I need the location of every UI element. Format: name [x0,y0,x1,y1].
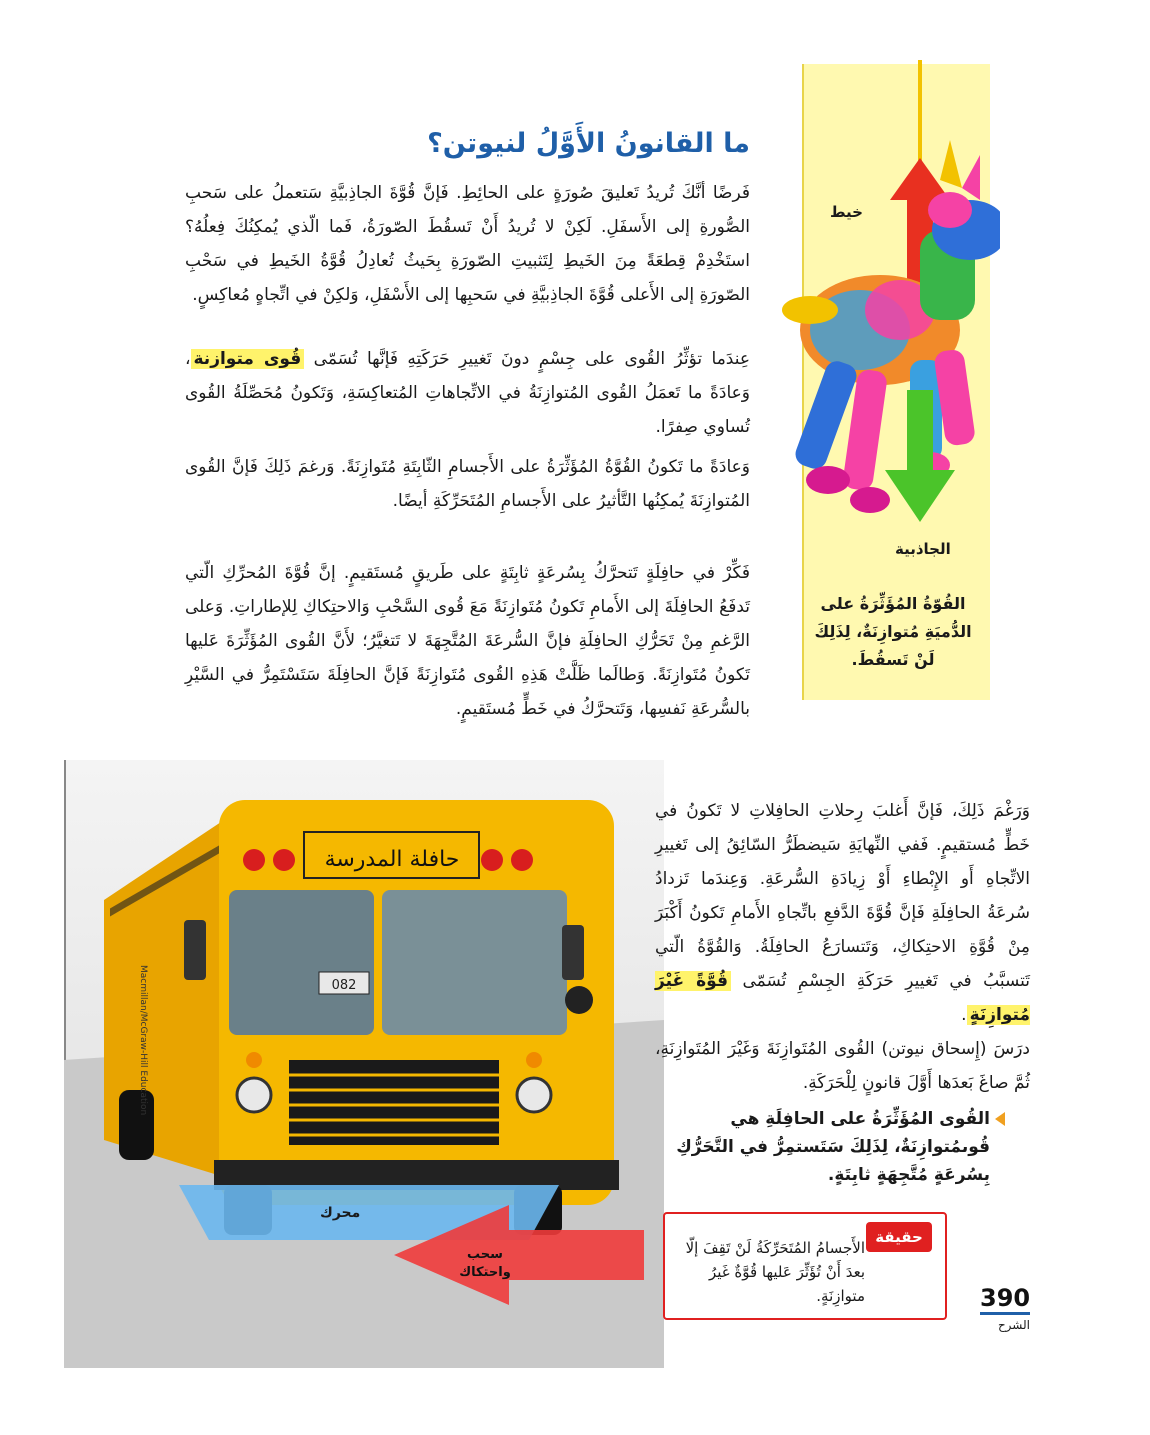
vocab-term-unbalanced-force: قُوَّةً غَيْرَ مُتوازِنَةٍ [655,971,1030,1025]
headlight-icon [517,1078,551,1112]
windshield-left [229,890,374,1035]
paragraph-newton: درَسَ (إِسحاق نيوتن) القُوى المُتَوازِنَةَ وَغَيْرَ المُتَوازِنَةِ، ثُمَّ صاغَ بَعدَها أَوَّلَ قانونٍ لِلْحَرَكَةِ. [655,1039,1030,1093]
section-title: ما القانونُ الأَوَّلُ لنيوتن؟ [427,128,750,159]
pinata-illustration [770,60,1000,530]
fact-text: الأَجسامُ المُتَحَرِّكَةُ لَنْ تَقِفَ إلّا بعدَ أَنْ تُؤَثِّرَ عَليها قُوَّةٌ غَيرُ متوازِنَةٍ. [685,1239,865,1305]
paragraph-text: ، وَعادَةً ما تَعمَلُ القُوى المُتوازِنَةُ في الاتِّجاهاتِ المُتعاكِسَةِ، وَتَكونُ مُحَصِّلَةُ القُوى تُساوي صِفرًا. [185,349,750,437]
school-bus-illustration [64,760,664,1368]
paragraph-text: . [961,1005,967,1025]
label-gravity: الجاذبية [895,540,951,558]
light-icon [511,849,533,871]
page-label: الشرح [997,1318,1030,1332]
paragraph-balanced-forces [185,342,750,444]
grille [289,1060,499,1145]
fact-tag: حقيقة [866,1222,932,1252]
vocab-term-balanced-forces: قُوى متوازنة [191,349,305,369]
photo-credit: Macmillan/McGraw-Hill Education [138,965,148,1116]
bus-caption: القُوى المُؤَثِّرَةُ على الحافِلَةِ هي قُوىمُتوازِنَةٌ، لِذَلِكَ سَتَستمِرُّ في التَّحَرُّكِ بِسُرعَةٍ مُتَّجِهَةٍ ثابِتَةٍ. [676,1109,990,1185]
bus-number: 082 [331,978,357,993]
pinata-caption: القُوّةُ المُؤَثِّرَةُ على الدُّميَةِ مُتوازِنَةٌ، لِذَلِكَ لَنْ تَسقُطَ. [814,594,972,669]
paragraph-text: وَرَغْمَ ذَلِكَ، فَإنَّ أَغلبَ رِحلاتِ الحافِلاتِ لا تَكونُ في خَطٍّ مُستقيمٍ. فَفي النِّهايَةِ سَيضطَرُّ السّائِقُ إلى تَغييرِ الاتِّجاهِ أَو الإِبْطاءِ أَوْ زِيادَةِ السُّرعَةِ. وَعِندَما تَزدادُ سُرعَةُ الحافِلَةِ فَإنَّ قُوَّةَ الدَّفعِ باتِّجاهِ الأَمامِ تَكونُ أَكْبَرَ مِنْ قُوَّةِ الاحتِكاكِ، وَتَتسارَعُ الحافِلَةُ. وَالقُوَّةُ الّتي تَتسبَّبُ في تَغييرِ حَرَكَةِ الجِسْمِ تُسَمّى [655,801,1030,991]
mirror-icon [184,920,206,980]
pinata-donkey-icon [782,140,1000,513]
label-drag-friction: سحب واحتكاك [459,1247,511,1280]
paragraph-picture-example: فَرضًا أنَّكَ تُريدُ تَعليقَ صُورَةٍ على الحائِطِ. فَإنَّ قُوَّةَ الجاذِبيَّةِ سَتعملُ على سَحبِ الصُّورةِ إلى الأَسفَلِ. لَكِنْ لا تُريدُ أَنْ تَسقُطَ الصّورَةُ، فَما الّذي يُمكِنُكَ فِعلُهُ؟ استَخْدِمْ قِطعَةً مِنَ الخَيطِ لِتَثبيتِ الصّورَةِ بِحَيثُ تُعادِلُ قُوَّةُ الخَيطِ في سَحْبِ الصّورَةِ إلى الأَعلى قُوَّةَ الجاذِبيَّةِ في سَحبِها إلى الأَسْفَلِ، وَلكِنْ في اتِّجاهٍ مُعاكِسٍ. [185,183,750,305]
light-icon [273,849,295,871]
paragraph-unbalanced-forces [655,794,1030,1032]
light-icon [481,849,503,871]
paragraph-moving-objects: وَعادَةً ما تَكونُ القُوَّةُ المُؤَثِّرَةُ على الأَجسامِ الثّابِتَةِ مُتَوازِنَةً. وَرغمَ ذَلِكَ فَإنَّ القُوى المُتوازِنَةَ يُمكِنُها التَّأثيرُ على الأَجسامِ المُتَحَرِّكَةِ أيضًا. [185,457,750,511]
page-number: 390 [980,1284,1030,1315]
windshield-right [382,890,567,1035]
light-icon [243,849,265,871]
label-thread: خيط [830,203,863,221]
paragraph-bus-example: فَكِّرْ في حافِلَةٍ تَتحرَّكُ بِسُرعَةٍ ثابِتَةٍ على طَريقٍ مُستَقيمٍ. إنَّ قُوَّةَ المُحرِّكِ الّتي تَدفَعُ الحافِلَةَ إلى الأَمامِ تَكونُ مُتَوازِنَةً مَعَ قُوى السَّحْبِ وَالاحتِكاكِ لِلإطاراتِ. وَعلى الرَّغمِ مِنْ تَحَرُّكِ الحافِلَةِ فإنَّ السُّرعَةَ المُتَّجِهَةَ لا تَتغيَّرُ؛ لأَنَّ القُوى المُؤَثِّرَةَ عَليها تَكونُ مُتَوازِنَةً. وَطالَما ظَلَّتْ هَذِهِ القُوى مُتَوازِنَةً فَإنَّ الحافِلَةَ سَتَسْتَمِرُّ في السَّيْرِ بالسُّرعَةِ نَفسِها، وَتَتحرَّكُ في خَطٍّ مُستَقيمٍ. [185,563,750,719]
label-push-engine: محرك [320,1205,361,1221]
mirror-icon [562,925,584,980]
bus-sign-text: حافلة المدرسة [324,847,460,872]
paragraph-text: عِندَما تؤثِّرُ القُوى على جِسْمٍ دونَ تَغييرِ حَرَكَتِهِ فَإنَّها تُسَمّى [304,349,750,369]
bullet-arrow-icon [995,1112,1005,1126]
headlight-icon [237,1078,271,1112]
